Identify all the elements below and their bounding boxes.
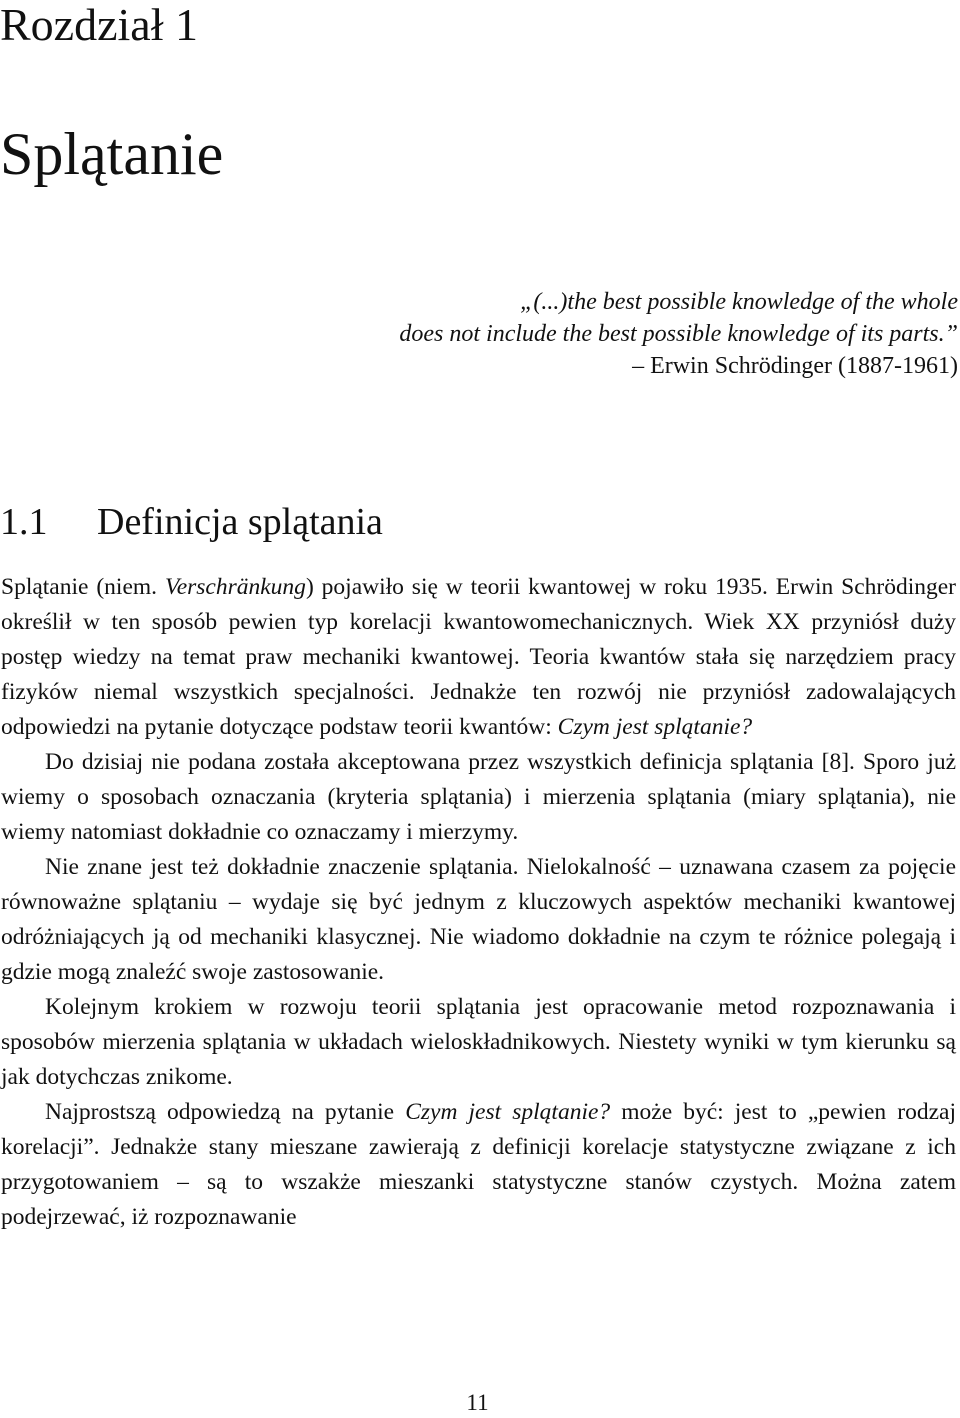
chapter-label: Rozdział 1 [0, 0, 198, 50]
paragraph [1, 570, 956, 745]
section-heading [0, 502, 383, 542]
epigraph-quote-line-2: does not include the best possible knowledge of its parts.” [399, 321, 958, 347]
section-title: Definicja splątania [97, 501, 383, 543]
paragraph-text: Splątanie (niem. [1, 574, 165, 600]
paragraph: Do dzisiaj nie podana została akceptowana przez wszystkich definicja splątania [8]. Sporo już wiemy o sposobach oznaczania (kryteria splątania) i mierzenia splątania (miary splątania), nie wiemy natomiast dokładnie co oznaczamy i mierzymy. [1, 749, 956, 845]
chapter-title: Splątanie [0, 121, 224, 187]
epigraph-attribution: – Erwin Schrödinger (1887-1961) [632, 353, 958, 379]
paragraph: Kolejnym krokiem w rozwoju teorii splątania jest opracowanie metod rozpoznawania i sposobów mierzenia splątania w układach wieloskładnikowych. Niestety wyniki w tym kierunku są jak dotychczas znikome. [1, 994, 956, 1090]
body-text [1, 570, 956, 1235]
emphasis-text: Czym jest splątanie? [557, 714, 753, 740]
paragraph: Nie znane jest też dokładnie znaczenie splątania. Nielokalność – uznawana czasem za pojęcie równoważne splątaniu – wydaje się być jednym z kluczowych aspektów mechaniki kwantowej odróżniających ją od mechaniki klasycznej. Nie wiadomo dokładnie na czym te różnice polegają i gdzie mogą znaleźć swoje zastosowanie. [1, 854, 956, 985]
epigraph-quote-line-1: „(...)the best possible knowledge of the whole [520, 289, 958, 315]
page-number: 11 [466, 1390, 489, 1415]
emphasis-text: Czym jest splątanie? [405, 1099, 611, 1125]
emphasis-text: Verschränkung [164, 574, 306, 600]
paragraph-text: może być: jest to „pewien rodzaj korelacji”. Jednakże stany mieszane zawierają z definicji korelacje statystyczne związane z ich przygotowaniem – są to wszakże mieszanki statystyczne stanów czystych. Można zatem podejrzewać, iż rozpoznawanie [1, 1099, 956, 1230]
paragraph-text: ) pojawiło się w teorii kwantowej w roku 1935. Erwin Schrödinger określił w ten sposób pewien typ korelacji kwantowomechanicznych. Wiek XX przyniósł duży postęp wiedzy na temat praw mechaniki kwantowej. Teoria kwantów stała się narzędziem pracy fizyków niemal wszystkich specjalności. Jednakże ten rozwój nie przyniósł zadowalających odpowiedzi na pytanie dotyczące podstaw teorii kwantów: [1, 574, 957, 740]
epigraph [258, 286, 958, 382]
section-number: 1.1 [0, 501, 48, 543]
paragraph [1, 1095, 956, 1235]
paragraph-text: Najprostszą odpowiedzą na pytanie [45, 1099, 406, 1125]
